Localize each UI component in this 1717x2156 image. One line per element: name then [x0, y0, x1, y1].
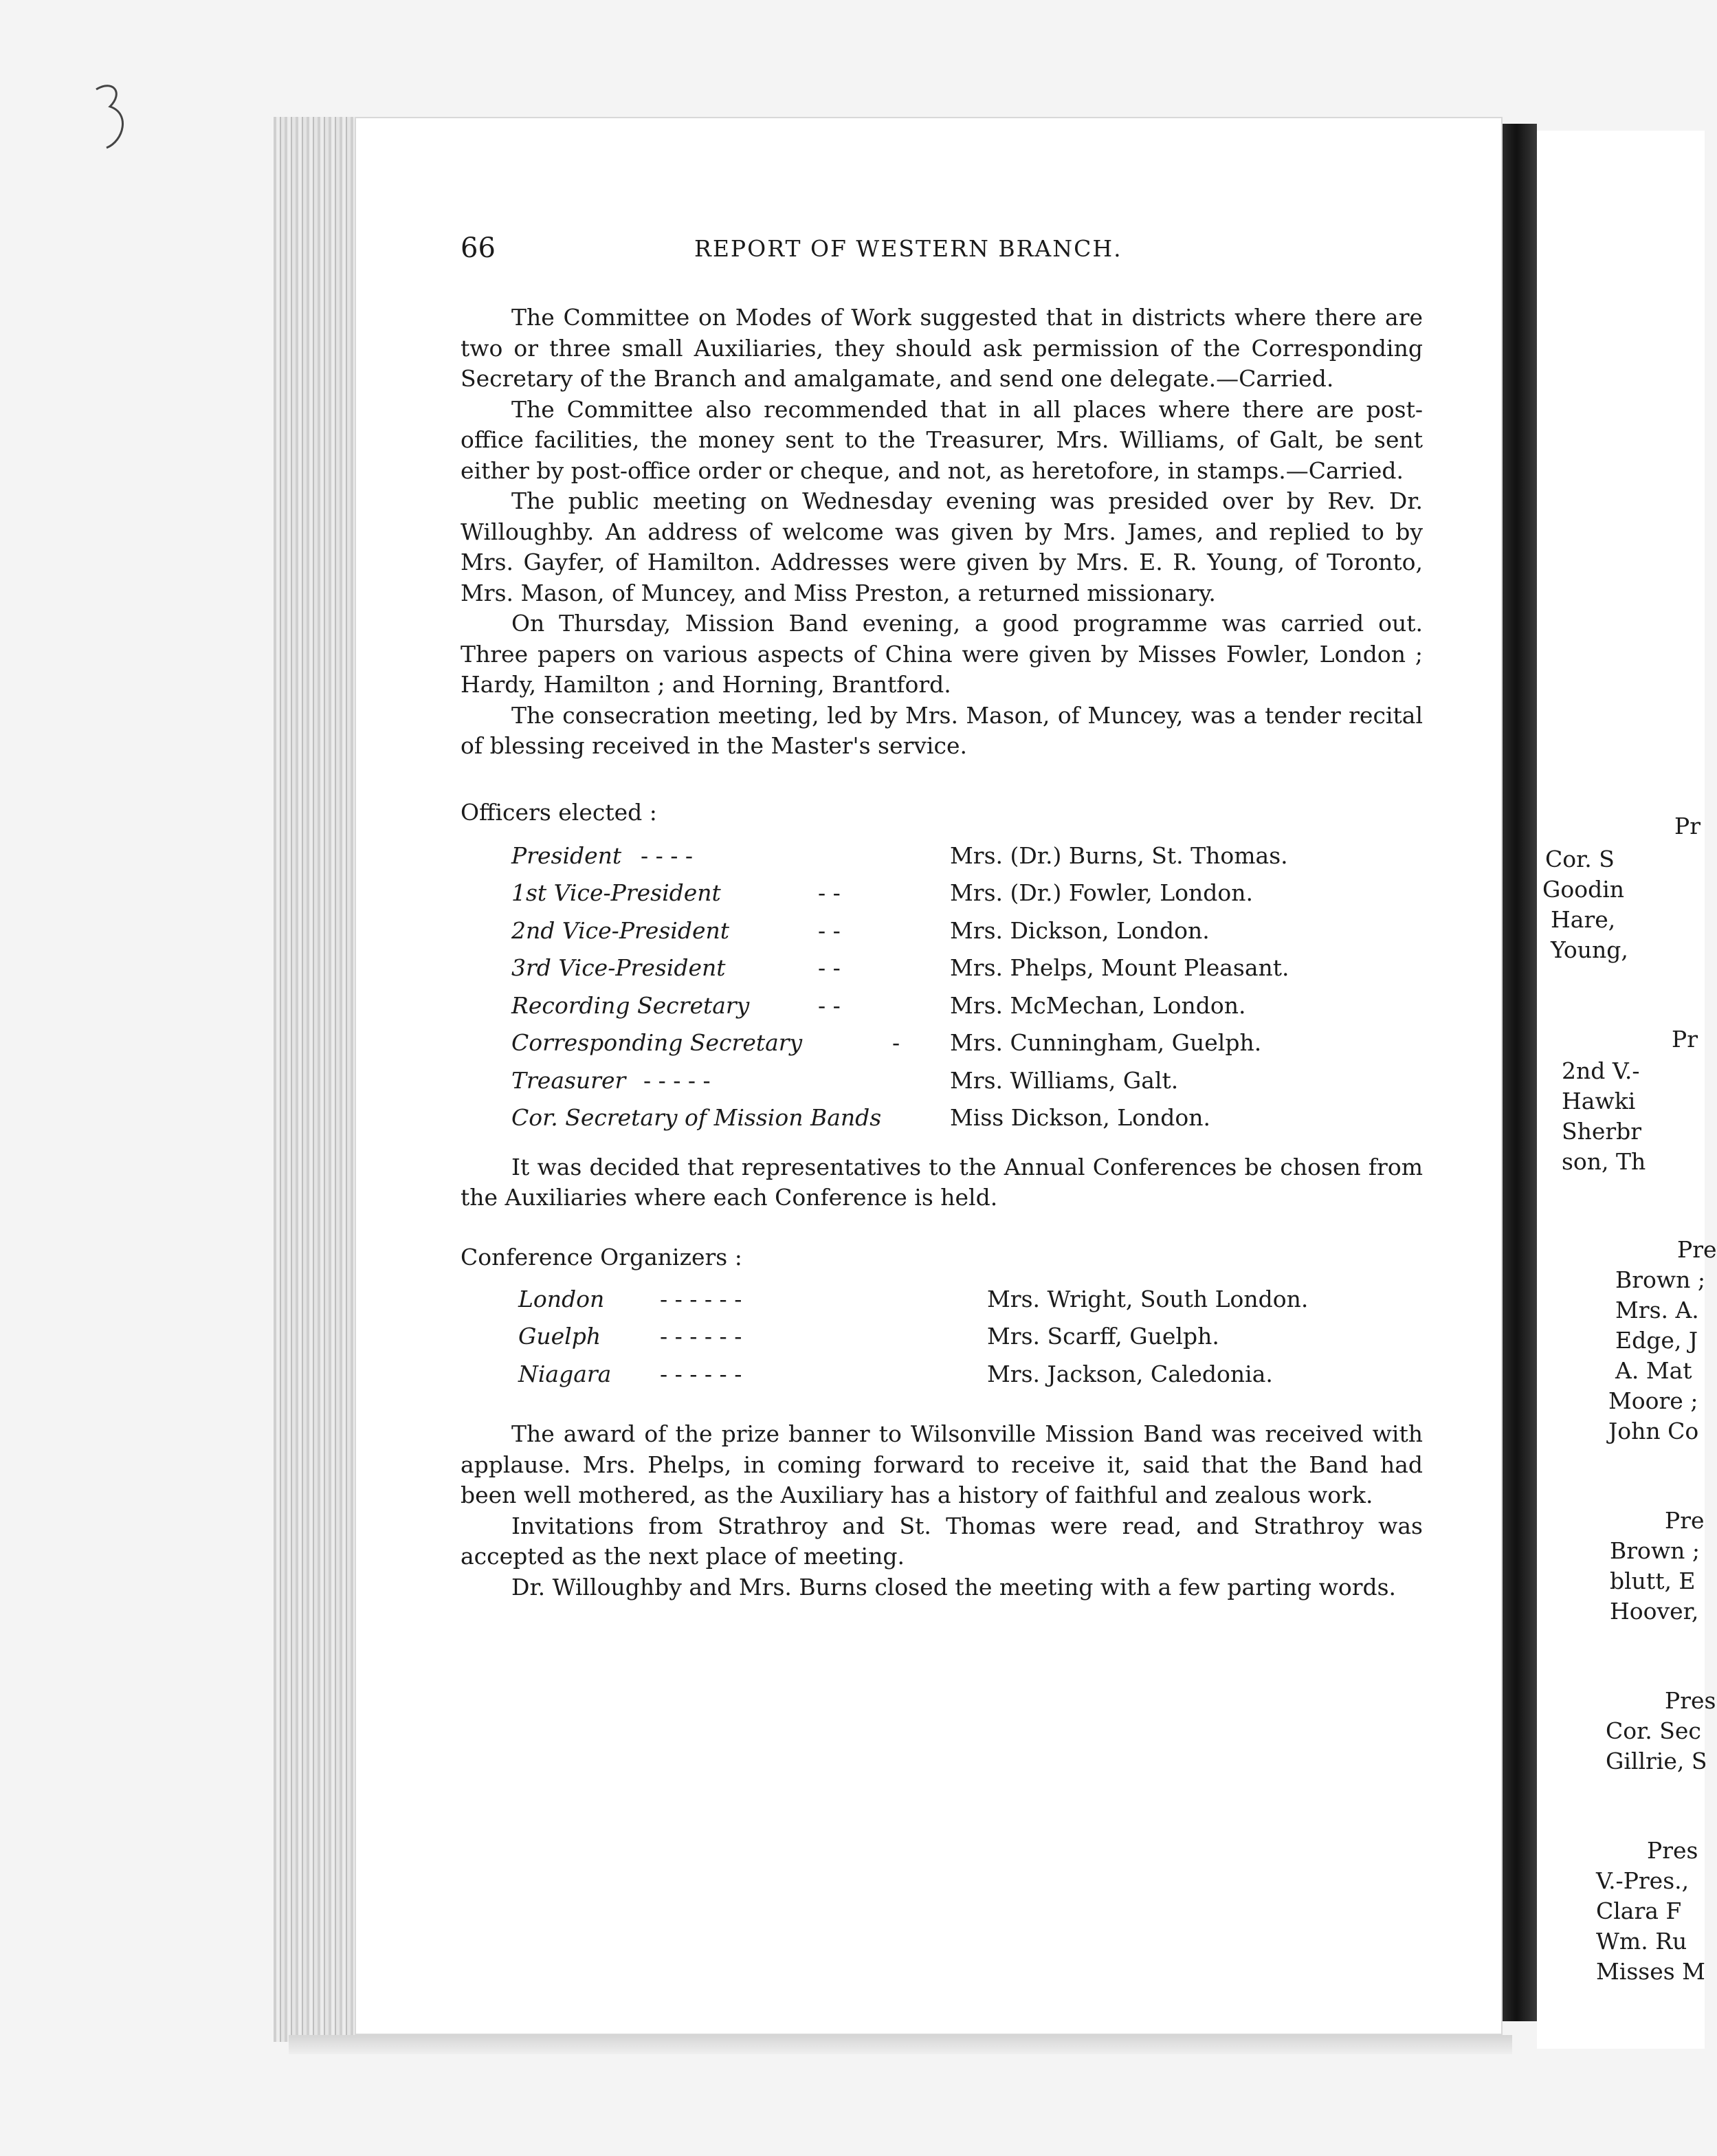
officer-name: Mrs. McMechan, London.	[950, 991, 1246, 1019]
organizer-row	[461, 1356, 1423, 1394]
paragraph: The public meeting on Wednesday evening was presided over by Rev. Dr. Willoughby. An address of welcome was given by Mrs. James, and replied to by Mrs. Gayfer, of Hamilton. Addresses were given by Mrs. E. R. Young, of Toronto, Mrs. Mason, of Muncey, and Miss Preston, a returned missionary.	[461, 487, 1423, 606]
facing-page-fragment: son, Th	[1562, 1148, 1646, 1175]
officer-role: 1st Vice-President	[511, 879, 721, 906]
facing-page-fragment: Brown ;	[1610, 1537, 1701, 1564]
facing-page-fragment: Brown ;	[1615, 1266, 1706, 1293]
officer-dots: - -	[818, 954, 841, 981]
facing-page-fragment: Sherbr	[1562, 1118, 1642, 1145]
organizer-name: Mrs. Jackson, Caledonia.	[987, 1360, 1273, 1387]
paragraph: It was decided that representatives to the Annual Conferences be chosen from the Auxiliaries where each Conference is held.	[461, 1153, 1423, 1211]
organizer-district: Guelph	[518, 1323, 601, 1350]
facing-page-fragment: Young,	[1551, 936, 1628, 963]
pencil-mark	[82, 76, 144, 158]
facing-page-fragment: Pre	[1665, 1507, 1705, 1534]
officer-role: Recording Secretary	[511, 991, 750, 1019]
facing-page-fragment: A. Mat	[1615, 1357, 1692, 1384]
running-head	[461, 232, 1423, 274]
officer-row	[461, 874, 1423, 912]
organizer-dots: - - - - - -	[660, 1323, 742, 1350]
officer-row	[461, 1099, 1423, 1137]
officer-dots: - - - -	[641, 842, 694, 869]
officer-row	[461, 1062, 1423, 1100]
facing-page-fragment: Pr	[1672, 1026, 1698, 1053]
officers-list	[461, 837, 1423, 1137]
body-text-mid	[461, 1152, 1423, 1213]
facing-page-fragment: Mrs. A.	[1615, 1297, 1699, 1323]
officer-role: Treasurer	[511, 1066, 626, 1094]
facing-page-fragment: Cor. Sec	[1606, 1717, 1701, 1744]
facing-page-fragment: Misses M	[1596, 1958, 1705, 1985]
officer-role: President	[511, 842, 622, 869]
officer-row	[461, 987, 1423, 1025]
facing-page-fragment: Wm. Ru	[1596, 1928, 1687, 1955]
facing-page-fragment: Pres	[1647, 1837, 1698, 1864]
facing-page-fragment: Gillrie, S	[1606, 1748, 1707, 1774]
facing-page-fragment: Clara F	[1596, 1898, 1682, 1924]
organizer-name: Mrs. Scarff, Guelph.	[987, 1323, 1219, 1350]
officer-name: Miss Dickson, London.	[950, 1104, 1211, 1131]
officer-name: Mrs. Phelps, Mount Pleasant.	[950, 954, 1289, 981]
organizer-dots: - - - - - -	[660, 1285, 742, 1312]
facing-page	[1537, 131, 1717, 2049]
organizer-row	[461, 1318, 1423, 1356]
officer-role: 2nd Vice-President	[511, 916, 729, 944]
officer-name: Mrs. Cunningham, Guelph.	[950, 1029, 1262, 1056]
paragraph: The consecration meeting, led by Mrs. Mason, of Muncey, was a tender recital of blessing received in the Master's service.	[461, 701, 1423, 759]
facing-page-fragment: Pre	[1677, 1236, 1717, 1263]
running-title: REPORT OF WESTERN BRANCH.	[694, 235, 1122, 262]
facing-page-fragment: 2nd V.-	[1562, 1057, 1640, 1084]
page-edges-bottom	[289, 2035, 1512, 2054]
paragraph: Invitations from Strathroy and St. Thomas were read, and Strathroy was accepted as the next place of meeting.	[461, 1512, 1423, 1570]
facing-page-fragment: Goodin	[1542, 876, 1625, 903]
officer-role: Cor. Secretary of Mission Bands	[511, 1104, 882, 1131]
organizer-district: Niagara	[518, 1360, 612, 1387]
facing-page-fragment: V.-Pres.,	[1596, 1867, 1690, 1894]
paragraph: Dr. Willoughby and Mrs. Burns closed the meeting with a few parting words.	[511, 1573, 1397, 1600]
book-page	[355, 117, 1503, 2035]
facing-page-fragment: Cor. S	[1545, 846, 1615, 872]
paragraph: On Thursday, Mission Band evening, a good programme was carried out. Three papers on various aspects of China were given by Misses Fowler, London ; Hardy, Hamilton ; and Horning, Brantford.	[461, 610, 1423, 698]
officer-name: Mrs. Williams, Galt.	[950, 1066, 1179, 1094]
officer-dots: -	[892, 1029, 900, 1056]
officer-name: Mrs. (Dr.) Fowler, London.	[950, 879, 1254, 906]
paragraph: The award of the prize banner to Wilsonville Mission Band was received with applause. Mrs. Phelps, in coming forward to receive it, said that the Band had been well mothered, as the Auxiliary has a history of faithful and zealous work.	[461, 1420, 1423, 1508]
officer-row	[461, 837, 1423, 875]
body-text-bottom	[461, 1419, 1423, 1603]
body-text-top	[461, 302, 1423, 762]
organizer-dots: - - - - - -	[660, 1360, 742, 1387]
officer-row	[461, 912, 1423, 950]
paragraph: The Committee also recommended that in all places where there are post-office facilities, the money sent to the Treasurer, Mrs. Williams, of Galt, be sent either by post-office order or cheque, and not, as heretofore, in stamps.—Carried.	[461, 395, 1423, 484]
page-content	[461, 232, 1423, 1603]
facing-page-fragment: Edge, J	[1615, 1327, 1698, 1354]
organizer-row	[461, 1281, 1423, 1319]
organizer-district: London	[518, 1285, 605, 1312]
organizer-name: Mrs. Wright, South London.	[987, 1285, 1309, 1312]
paragraph: The Committee on Modes of Work suggested that in districts where there are two or three small Auxiliaries, they should ask permission of the Corresponding Secretary of the Branch and amalgamate, and send one delegate.—Carried.	[461, 304, 1423, 392]
facing-page-fragment: Hawki	[1562, 1088, 1636, 1114]
organizers-label: Conference Organizers :	[461, 1243, 742, 1270]
facing-page-fragment: Pr	[1674, 813, 1701, 839]
page-edges	[274, 117, 356, 2042]
facing-page-fragment: Hare,	[1551, 906, 1616, 933]
binding-shadow	[1503, 124, 1537, 2021]
officer-row	[461, 1024, 1423, 1062]
officer-role: Corresponding Secretary	[511, 1029, 803, 1056]
officer-dots: - - - - -	[643, 1066, 711, 1094]
facing-page-fragment: Hoover,	[1610, 1598, 1699, 1625]
facing-page-fragment: Moore ;	[1608, 1387, 1698, 1414]
officers-label: Officers elected :	[461, 798, 657, 826]
officer-dots: - -	[818, 879, 841, 906]
organizers-list	[461, 1281, 1423, 1394]
facing-page-fragment: Pres	[1665, 1687, 1716, 1714]
officer-role: 3rd Vice-President	[511, 954, 726, 981]
page-number: 66	[461, 232, 496, 264]
officer-dots: - -	[818, 991, 841, 1019]
officer-name: Mrs. (Dr.) Burns, St. Thomas.	[950, 842, 1288, 869]
facing-page-fragment: John Co	[1608, 1418, 1699, 1444]
officer-row	[461, 949, 1423, 987]
facing-page-fragment: blutt, E	[1610, 1568, 1696, 1594]
officer-name: Mrs. Dickson, London.	[950, 916, 1210, 944]
officer-dots: - -	[818, 916, 841, 944]
